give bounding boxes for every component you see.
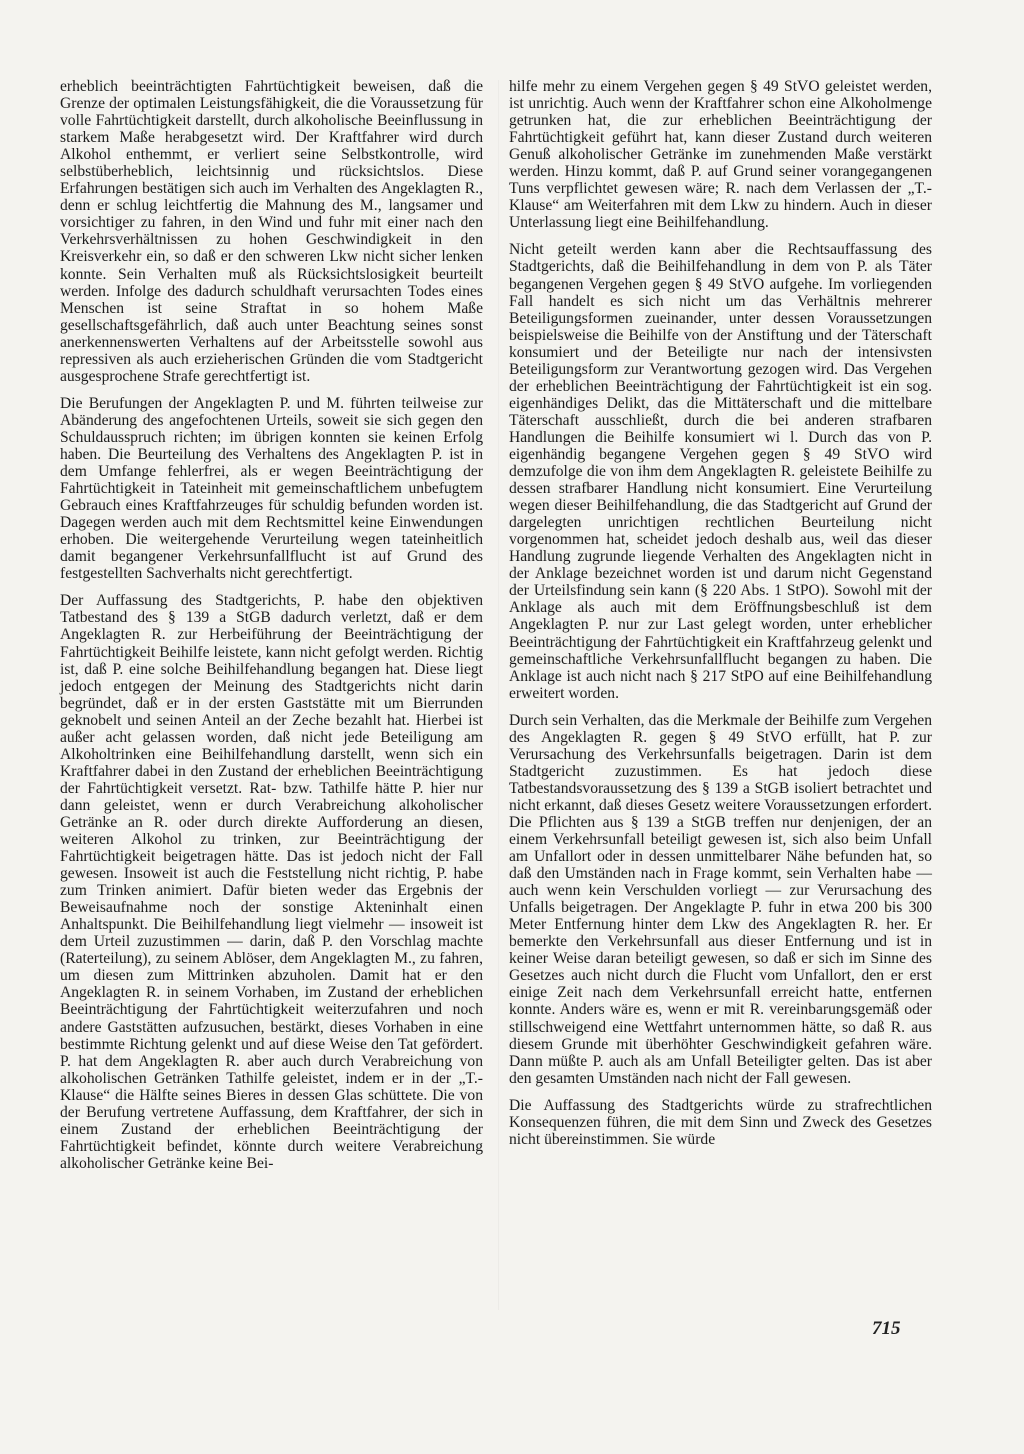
- right-text-column: [509, 78, 932, 1158]
- column-gutter: [498, 80, 499, 1310]
- left-text-column: [60, 78, 483, 1182]
- page-number: 715: [872, 1318, 901, 1339]
- paragraph-right-2: Nicht geteilt werden kann aber die Rechtsauffassung des Stadtgerichts, daß die Beihilfehandlung in dem von P. als Täter begangenen Vergehen gegen § 49 StVO aufgehe. Im vorliegenden Fall handelt es sich nicht um das Verhältnis mehrerer Beteiligungsformen zueinander, unter dessen Voraussetzungen beispielsweise die Beihilfe von der Anstiftung und der Täterschaft konsumiert und der Beteiligte nur nach der intensivsten Beteiligungsform zur Verantwortung gezogen wird. Das Vergehen der erheblichen Beeinträchtigung der Fahrtüchtigkeit ist ein sog. eigenhändiges Delikt, das die Mittäterschaft und die mittelbare Täterschaft ausschließt, durch die bei anderen strafbaren Handlungen die Beihilfe konsumiert wi l. Durch das von P. eigenhändig begangene Vergehen gegen § 49 StVO wird demzufolge die von ihm dem Angeklagten R. geleistete Beihilfe zu dessen strafbarer Handlung nicht konsumiert. Eine Verurteilung wegen dieser Beihilfehandlung, die das Stadtgericht auf Grund der dargelegten unrichtigen rechtlichen Beurteilung nicht vorgenommen hat, scheidet jedoch deshalb aus, weil das dieser Handlung zugrunde liegende Verhalten des Angeklagten nicht in der Anklage bezeichnet worden ist und darum nicht Gegenstand der Urteilsfindung sein kann (§ 220 Abs. 1 StPO). Sowohl mit der Anklage als auch mit dem Eröffnungsbeschluß ist dem Angeklagten P. nur zur Last gelegt worden, unter erheblicher Beeinträchtigung der Fahrtüchtigkeit ein Kraftfahrzeug gelenkt und gemeinschaftliche Verkehrsunfallflucht begangen zu haben. Die Anklage ist auch nicht nach § 217 StPO auf eine Beihilfehandlung erweitert worden.: [509, 241, 932, 702]
- paragraph-left-1: erheblich beeinträchtigten Fahrtüchtigkeit beweisen, daß die Grenze der optimalen Leistungsfähigkeit, die die Voraussetzung für volle Fahrtüchtigkeit darstellt, durch alkoholische Beeinflussung in starkem Maße herabgesetzt wird. Der Kraftfahrer wird durch Alkohol enthemmt, er verliert seine Selbstkontrolle, wird selbstüberheblich, leichtsinnig und rücksichtslos. Diese Erfahrungen bestätigen sich auch im Verhalten des Angeklagten R., denn er schlug leichtfertig die Mahnung des M., langsamer und vorsichtiger zu fahren, in den Wind und fuhr mit einer nach den Verkehrsverhältnissen zu hohen Geschwindigkeit in den Kreisverkehr ein, so daß er den schweren Lkw nicht sicher lenken konnte. Sein Verhalten muß als Rücksichtslosigkeit beurteilt werden. Infolge des dadurch schuldhaft verursachten Todes eines Menschen ist seine Straftat in so hohem Maße gesellschaftsgefährlich, daß auch unter Beachtung seines sonst anerkennenswerten Verhaltens auf der Arbeitsstelle sowohl aus repressiven als auch erzieherischen Gründen die vom Stadtgericht ausgesprochene Strafe gerechtfertigt ist.: [60, 78, 483, 385]
- paragraph-right-3: Durch sein Verhalten, das die Merkmale der Beihilfe zum Vergehen des Angeklagten R. gegen § 49 StVO erfüllt, hat P. zur Verursachung des Verkehrsunfalls beigetragen. Darin ist dem Stadtgericht zuzustimmen. Es hat jedoch diese Tatbestandsvoraussetzung des § 139 a StGB isoliert betrachtet und nicht erkannt, daß dieses Gesetz weitere Voraussetzungen erfordert. Die Pflichten aus § 139 a StGB treffen nur denjenigen, der an einem Verkehrsunfall beteiligt gewesen ist, sich also beim Unfall am Unfallort oder in dessen unmittelbarer Nähe befunden hat, so daß den Umständen nach in Frage kommt, sein Verhalten habe — auch wenn kein Verschulden vorliegt — zur Verursachung des Unfalls beigetragen. Der Angeklagte P. fuhr in etwa 200 bis 300 Meter Entfernung hinter dem Lkw des Angeklagten R. her. Er bemerkte den Verkehrsunfall aus dieser Entfernung und ist in keiner Weise daran beteiligt gewesen, so daß er sich im Sinne des Gesetzes auch nicht durch die Flucht vom Unfallort, den er erst einige Zeit nach dem Verkehrsunfall erreicht hatte, entfernen konnte. Anders wäre es, wenn er mit R. vereinbarungsgemäß oder stillschweigend eine Wettfahrt unternommen hätte, so daß R. aus diesem Grunde mit überhöhter Geschwindigkeit gefahren wäre. Dann müßte P. auch als am Unfall Beteiligter gelten. Das ist aber den gesamten Umständen nach nicht der Fall gewesen.: [509, 711, 932, 1087]
- paragraph-left-2: Die Berufungen der Angeklagten P. und M. führten teilweise zur Abänderung des angefochtenen Urteils, soweit sie sich gegen den Schuldausspruch richten; im übrigen konnten sie keinen Erfolg haben. Die Beurteilung des Verhaltens des Angeklagten P. ist in dem Umfange fehlerfrei, als er wegen Beeinträchtigung der Fahrtüchtigkeit in Tateinheit mit gemeinschaftlichem unbefugtem Gebrauch eines Kraftfahrzeuges für schuldig befunden worden ist. Dagegen werden auch mit dem Rechtsmittel keine Einwendungen erhoben. Die weitergehende Verurteilung wegen tateinheitlich damit begangener Verkehrsunfallflucht ist auf Grund des festgestellten Sachverhalts nicht gerechtfertigt.: [60, 394, 483, 583]
- paragraph-right-1: hilfe mehr zu einem Vergehen gegen § 49 StVO geleistet werden, ist unrichtig. Auch wenn der Kraftfahrer schon eine Alkoholmenge getrunken hat, die zur erheblichen Beeinträchtigung der Fahrtüchtigkeit geführt hat, kann dieser Zustand durch weiteren Genuß alkoholischer Getränke im zunehmenden Maße verstärkt werden. Hinzu kommt, daß P. auf Grund seiner vorangegangenen Tuns verpflichtet gewesen wäre; R. nach dem Verlassen der „T.-Klause“ am Weiterfahren mit dem Lkw zu hindern. Auch in dieser Unterlassung liegt eine Beihilfehandlung.: [509, 78, 932, 232]
- paragraph-right-4: Die Auffassung des Stadtgerichts würde zu strafrechtlichen Konsequenzen führen, die mit dem Sinn und Zweck des Gesetzes nicht übereinstimmen. Sie würde: [509, 1096, 932, 1148]
- paragraph-left-3: Der Auffassung des Stadtgerichts, P. habe den objektiven Tatbestand des § 139 a StGB dadurch verletzt, daß er dem Angeklagten R. zur Herbeiführung der Beeinträchtigung der Fahrtüchtigkeit Beihilfe leistete, kann nicht gefolgt werden. Richtig ist, daß P. eine solche Beihilfehandlung begangen hat. Diese liegt jedoch entgegen der Meinung des Stadtgerichts nicht darin begründet, daß er in der ersten Gaststätte mit um Bierrunden geknobelt und seinen Anteil an der Zeche bezahlt hat. Hierbei ist außer acht gelassen worden, daß nicht jede Beteiligung am Alkoholtrinken eine Beihilfehandlung darstellt, wenn sich ein Kraftfahrer dabei in den Zustand der erheblichen Beeinträchtigung der Fahrtüchtigkeit versetzt. Rat- bzw. Tathilfe hätte P. hier nur dann geleistet, wenn er durch Verabreichung alkoholischer Getränke an R. oder durch direkte Aufforderung an diesen, weiteren Alkohol zu trinken, zur Beeinträchtigung der Fahrtüchtigkeit beigetragen hätte. Das ist jedoch nicht der Fall gewesen. Insoweit ist auch die Feststellung nicht richtig, P. habe zum Trinken animiert. Dafür bieten weder das Ergebnis der Beweisaufnahme noch der sonstige Akteninhalt einen Anhaltspunkt. Die Beihilfehandlung liegt vielmehr — insoweit ist dem Urteil zuzustimmen — darin, daß P. den Vorschlag machte (Raterteilung), zu seinem Ablöser, dem Angeklagten M., zu fahren, um diesen zum Mittrinken abzuholen. Damit hat er den Angeklagten R. in seinem Vorhaben, im Zustand der erheblichen Beeinträchtigung der Fahrtüchtigkeit weiterzufahren und noch andere Gaststätten aufzusuchen, bestärkt, dieses Vorhaben in eine bestimmte Richtung gelenkt und auf diese Weise den Tat gefördert. P. hat dem Angeklagten R. aber auch durch Verabreichung von alkoholischen Getränken Tathilfe geleistet, indem er in der „T.-Klause“ die Hälfte seines Bieres in dessen Glas schüttete. Die von der Berufung vertretene Auffassung, dem Kraftfahrer, der sich in einem Zustand der erheblichen Beeinträchtigung der Fahrtüchtigkeit befindet, könnte durch weitere Verabreichung alkoholischer Getränke keine Bei-: [60, 592, 483, 1172]
